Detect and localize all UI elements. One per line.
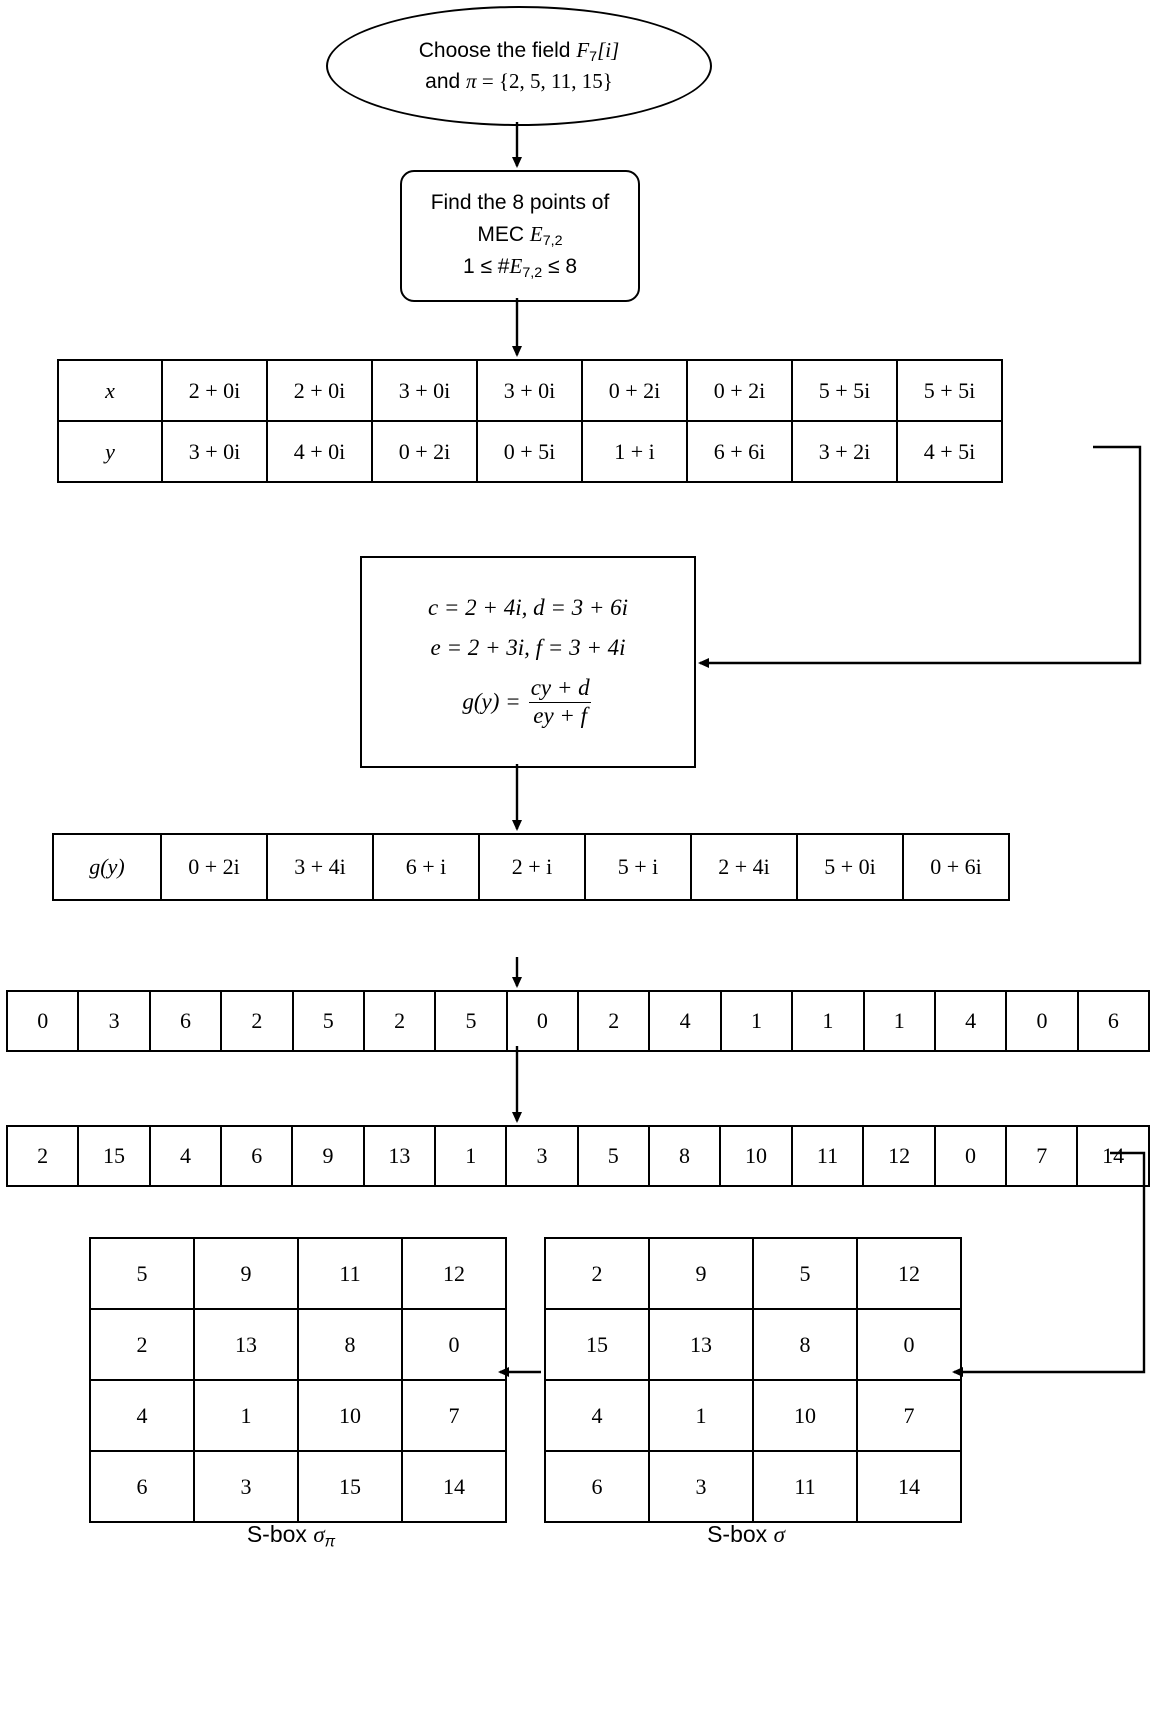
sbox-pi-cell-2-3: 7: [402, 1380, 506, 1451]
sbox-pi-cell-2-2: 10: [298, 1380, 402, 1451]
value-cell-4: 9: [292, 1126, 363, 1186]
table-row: [90, 1380, 506, 1451]
count-subscript: 7,2: [522, 265, 543, 282]
sbox-cell-2-0: 4: [545, 1380, 649, 1451]
gy-table: [52, 833, 1010, 901]
sbox-pi-cell-3-0: 6: [90, 1451, 194, 1522]
sbox-cell-3-2: 11: [753, 1451, 857, 1522]
table-row: [545, 1380, 961, 1451]
value-cell-8: 5: [578, 1126, 649, 1186]
y-cell-2: 0 + 2i: [372, 421, 477, 482]
sigma-symbol: σ: [313, 1522, 325, 1547]
find-points-line-2: [477, 219, 562, 252]
start-node: [326, 6, 712, 126]
sbox-cell-1-3: 0: [857, 1309, 961, 1380]
gy-cell-2: 6 + i: [373, 834, 479, 900]
mobius-denominator: ey + f: [529, 702, 591, 729]
sbox-cell-3-0: 6: [545, 1451, 649, 1522]
value-cell-14: 7: [1006, 1126, 1077, 1186]
sbox-pi-caption: [89, 1521, 493, 1551]
sbox-pi-cell-3-1: 3: [194, 1451, 298, 1522]
gy-cell-6: 5 + 0i: [797, 834, 903, 900]
y-cell-4: 1 + i: [582, 421, 687, 482]
sbox-cell-0-2: 5: [753, 1238, 857, 1309]
find-points-node: [400, 170, 640, 302]
start-line-2-prefix: and: [425, 69, 467, 93]
y-cell-0: 3 + 0i: [162, 421, 267, 482]
x-cell-7: 5 + 5i: [897, 360, 1002, 421]
sbox-cell-0-1: 9: [649, 1238, 753, 1309]
gy-label: g(y): [53, 834, 161, 900]
mobius-definition-node: [360, 556, 696, 768]
values-row-table: [6, 1125, 1150, 1187]
mec-label: MEC: [477, 222, 530, 246]
value-cell-6: 1: [435, 1126, 506, 1186]
count-prefix: 1 ≤ #: [462, 255, 510, 279]
sbox-cell-1-0: 15: [545, 1309, 649, 1380]
table-row: [7, 1126, 1149, 1186]
y-cell-7: 4 + 5i: [897, 421, 1002, 482]
find-points-line-1: Find the 8 points of: [430, 191, 610, 215]
sbox-cell-1-2: 8: [753, 1309, 857, 1380]
gy-cell-7: 0 + 6i: [903, 834, 1009, 900]
field-symbol: F: [576, 37, 590, 62]
table-row: [90, 1309, 506, 1380]
sbox-caption: [544, 1521, 948, 1548]
value-cell-1: 15: [78, 1126, 150, 1186]
sbox-pi-caption-prefix: S-box: [246, 1521, 314, 1547]
digit-cell-6: 5: [435, 991, 506, 1051]
value-cell-7: 3: [506, 1126, 577, 1186]
sbox-pi-cell-0-3: 12: [402, 1238, 506, 1309]
gy-cell-3: 2 + i: [479, 834, 585, 900]
mobius-fraction: [527, 675, 594, 729]
value-cell-15: 14: [1077, 1126, 1149, 1186]
table-row: [90, 1451, 506, 1522]
digit-cell-15: 6: [1078, 991, 1149, 1051]
table-row: [7, 991, 1149, 1051]
x-cell-5: 0 + 2i: [687, 360, 792, 421]
value-cell-2: 4: [150, 1126, 221, 1186]
points-table: [57, 359, 1003, 483]
table-row: [90, 1238, 506, 1309]
y-cell-5: 6 + 6i: [687, 421, 792, 482]
count-suffix: ≤ 8: [542, 255, 578, 279]
sbox-cell-2-3: 7: [857, 1380, 961, 1451]
gy-cell-0: 0 + 2i: [161, 834, 267, 900]
sbox-cell-2-2: 10: [753, 1380, 857, 1451]
find-points-line-3: [463, 251, 577, 284]
value-cell-3: 6: [221, 1126, 292, 1186]
value-cell-13: 0: [935, 1126, 1006, 1186]
value-cell-10: 10: [720, 1126, 792, 1186]
mobius-numerator: cy + d: [530, 675, 590, 701]
sbox-pi-cell-0-0: 5: [90, 1238, 194, 1309]
digit-cell-4: 5: [293, 991, 364, 1051]
start-line-1-text: Choose the field: [418, 38, 577, 62]
sbox-pi-cell-0-2: 11: [298, 1238, 402, 1309]
sbox-pi-table: [89, 1237, 507, 1523]
gy-cell-5: 2 + 4i: [691, 834, 797, 900]
row-label-y: y: [58, 421, 162, 482]
sbox-cell-2-1: 1: [649, 1380, 753, 1451]
digit-cell-12: 1: [864, 991, 935, 1051]
field-suffix: [i]: [597, 37, 620, 62]
sbox-pi-cell-0-1: 9: [194, 1238, 298, 1309]
x-cell-1: 2 + 0i: [267, 360, 372, 421]
count-symbol: E: [509, 254, 523, 279]
digit-cell-3: 2: [221, 991, 292, 1051]
x-cell-3: 3 + 0i: [477, 360, 582, 421]
table-row: [545, 1309, 961, 1380]
table-row: [53, 834, 1009, 900]
sbox-cell-3-3: 14: [857, 1451, 961, 1522]
mobius-line-2: e = 2 + 3i, f = 3 + 4i: [430, 635, 626, 661]
sbox-table: [544, 1237, 962, 1523]
digit-cell-5: 2: [364, 991, 435, 1051]
value-cell-0: 2: [7, 1126, 78, 1186]
table-row: [545, 1451, 961, 1522]
digit-cell-11: 1: [792, 991, 863, 1051]
sbox-cell-0-0: 2: [545, 1238, 649, 1309]
digit-cell-2: 6: [150, 991, 221, 1051]
sigma-symbol: σ: [773, 1522, 785, 1547]
sbox-cell-1-1: 13: [649, 1309, 753, 1380]
mobius-formula: [462, 675, 593, 729]
table-row: [545, 1238, 961, 1309]
sbox-pi-cell-1-0: 2: [90, 1309, 194, 1380]
table-row-x: [58, 360, 1002, 421]
digit-cell-10: 1: [721, 991, 792, 1051]
y-cell-1: 4 + 0i: [267, 421, 372, 482]
value-cell-5: 13: [364, 1126, 436, 1186]
start-line-1: [419, 36, 620, 67]
field-subscript: 7: [589, 48, 598, 65]
sbox-cell-3-1: 3: [649, 1451, 753, 1522]
pi-symbol: π: [466, 68, 477, 93]
y-cell-3: 0 + 5i: [477, 421, 582, 482]
mobius-lhs: g(y) =: [462, 689, 521, 714]
sbox-pi-cell-3-3: 14: [402, 1451, 506, 1522]
digit-cell-1: 3: [78, 991, 149, 1051]
digit-cell-0: 0: [7, 991, 78, 1051]
gy-cell-1: 3 + 4i: [267, 834, 373, 900]
value-cell-12: 12: [863, 1126, 935, 1186]
sbox-pi-cell-2-1: 1: [194, 1380, 298, 1451]
table-row-y: [58, 421, 1002, 482]
sigma-subscript: π: [324, 1533, 336, 1551]
sbox-pi-cell-1-1: 13: [194, 1309, 298, 1380]
digits-row-table: [6, 990, 1150, 1052]
mec-symbol: E: [529, 221, 543, 246]
x-cell-4: 0 + 2i: [582, 360, 687, 421]
value-cell-9: 8: [649, 1126, 720, 1186]
digit-cell-9: 4: [649, 991, 720, 1051]
value-cell-11: 11: [792, 1126, 864, 1186]
y-cell-6: 3 + 2i: [792, 421, 897, 482]
sbox-pi-cell-1-2: 8: [298, 1309, 402, 1380]
x-cell-6: 5 + 5i: [792, 360, 897, 421]
sbox-cell-0-3: 12: [857, 1238, 961, 1309]
sbox-pi-cell-3-2: 15: [298, 1451, 402, 1522]
digit-cell-13: 4: [935, 991, 1006, 1051]
digit-cell-7: 0: [507, 991, 578, 1051]
pi-set: = {2, 5, 11, 15}: [476, 68, 613, 93]
x-cell-0: 2 + 0i: [162, 360, 267, 421]
mobius-line-1: c = 2 + 4i, d = 3 + 6i: [427, 595, 629, 621]
gy-cell-4: 5 + i: [585, 834, 691, 900]
digit-cell-14: 0: [1006, 991, 1077, 1051]
digit-cell-8: 2: [578, 991, 649, 1051]
mec-subscript: 7,2: [542, 232, 563, 249]
sbox-caption-prefix: S-box: [707, 1521, 774, 1547]
sbox-pi-cell-1-3: 0: [402, 1309, 506, 1380]
row-label-x: x: [58, 360, 162, 421]
x-cell-2: 3 + 0i: [372, 360, 477, 421]
start-line-2: [425, 67, 613, 96]
sbox-pi-cell-2-0: 4: [90, 1380, 194, 1451]
